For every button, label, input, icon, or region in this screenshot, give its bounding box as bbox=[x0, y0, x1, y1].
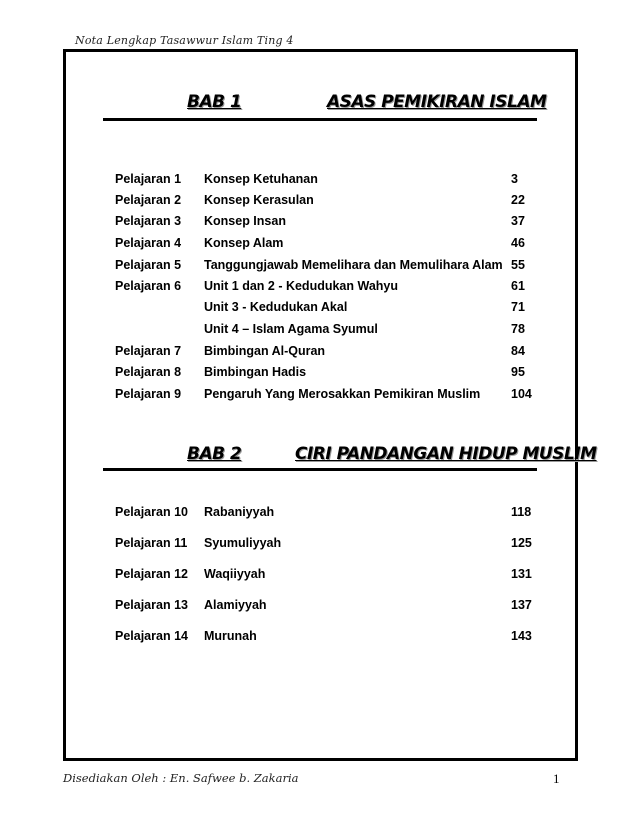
lesson-title: Konsep Insan bbox=[204, 214, 286, 228]
header-note: Nota Lengkap Tasawwur Islam Ting 4 bbox=[75, 34, 294, 47]
lesson-number: Pelajaran 2 bbox=[115, 193, 182, 207]
page-number: 46 bbox=[511, 236, 525, 250]
lesson-title: Tanggungjawab Memelihara dan Memulihara Alam bbox=[204, 258, 503, 272]
lesson-title: Unit 4 – Islam Agama Syumul bbox=[204, 322, 378, 336]
lesson-title: Bimbingan Hadis bbox=[204, 365, 307, 379]
toc-row bbox=[0, 236, 638, 256]
prepared-by: Disediakan Oleh : En. Safwee b. Zakaria bbox=[63, 771, 299, 785]
toc-row bbox=[0, 505, 638, 525]
lesson-number: Pelajaran 4 bbox=[115, 236, 182, 250]
page-number: 118 bbox=[511, 505, 532, 519]
toc-row bbox=[0, 598, 638, 618]
page-number-footer: 1 bbox=[553, 771, 560, 786]
bab1-label: BAB 1 bbox=[187, 92, 242, 112]
lesson-number: Pelajaran 1 bbox=[115, 172, 182, 186]
lesson-title: Konsep Ketuhanan bbox=[204, 172, 318, 186]
lesson-title: Waqiiyyah bbox=[204, 567, 266, 581]
lesson-title: Unit 1 dan 2 - Kedudukan Wahyu bbox=[204, 279, 398, 293]
toc-row bbox=[0, 629, 638, 649]
page-number: 37 bbox=[511, 214, 525, 228]
lesson-title: Bimbingan Al-Quran bbox=[204, 344, 326, 358]
lesson-title: Syumuliyyah bbox=[204, 536, 282, 550]
toc-row bbox=[0, 193, 638, 213]
toc-row bbox=[0, 387, 638, 407]
page-number: 22 bbox=[511, 193, 525, 207]
lesson-number: Pelajaran 9 bbox=[115, 387, 182, 401]
toc-row bbox=[0, 322, 638, 342]
lesson-number: Pelajaran 3 bbox=[115, 214, 182, 228]
page-number: 104 bbox=[511, 387, 532, 401]
page-number: 137 bbox=[511, 598, 532, 612]
lesson-number: Pelajaran 5 bbox=[115, 258, 182, 272]
lesson-title: Pengaruh Yang Merosakkan Pemikiran Muslim bbox=[204, 387, 481, 401]
lesson-number: Pelajaran 12 bbox=[115, 567, 188, 581]
toc-row bbox=[0, 258, 638, 278]
bab2-label: BAB 2 bbox=[187, 444, 242, 464]
toc-row bbox=[0, 567, 638, 587]
lesson-number: Pelajaran 11 bbox=[115, 536, 188, 550]
lesson-title: Konsep Alam bbox=[204, 236, 284, 250]
page-number: 61 bbox=[511, 279, 525, 293]
page-number: 95 bbox=[511, 365, 525, 379]
page-number: 55 bbox=[511, 258, 525, 272]
bab1-divider bbox=[103, 118, 537, 121]
page-number: 71 bbox=[511, 300, 525, 314]
lesson-number: Pelajaran 13 bbox=[115, 598, 188, 612]
toc-row bbox=[0, 344, 638, 364]
page-number: 143 bbox=[511, 629, 532, 643]
toc-row bbox=[0, 279, 638, 299]
toc-row bbox=[0, 300, 638, 320]
page-number: 3 bbox=[511, 172, 518, 186]
page-number: 125 bbox=[511, 536, 532, 550]
toc-row bbox=[0, 365, 638, 385]
lesson-number: Pelajaran 10 bbox=[115, 505, 188, 519]
page-number: 131 bbox=[511, 567, 532, 581]
bab1-title: ASAS PEMIKIRAN ISLAM bbox=[327, 92, 547, 112]
lesson-number: Pelajaran 8 bbox=[115, 365, 182, 379]
bab2-divider bbox=[103, 468, 537, 471]
lesson-number: Pelajaran 7 bbox=[115, 344, 182, 358]
page-number: 78 bbox=[511, 322, 525, 336]
bab2-title: CIRI PANDANGAN HIDUP MUSLIM bbox=[295, 444, 597, 464]
page-number: 84 bbox=[511, 344, 525, 358]
toc-row bbox=[0, 172, 638, 192]
lesson-title: Unit 3 - Kedudukan Akal bbox=[204, 300, 348, 314]
lesson-number: Pelajaran 14 bbox=[115, 629, 188, 643]
toc-row bbox=[0, 536, 638, 556]
lesson-title: Murunah bbox=[204, 629, 257, 643]
lesson-number: Pelajaran 6 bbox=[115, 279, 182, 293]
lesson-title: Alamiyyah bbox=[204, 598, 267, 612]
lesson-title: Konsep Kerasulan bbox=[204, 193, 314, 207]
toc-row bbox=[0, 214, 638, 234]
lesson-title: Rabaniyyah bbox=[204, 505, 275, 519]
